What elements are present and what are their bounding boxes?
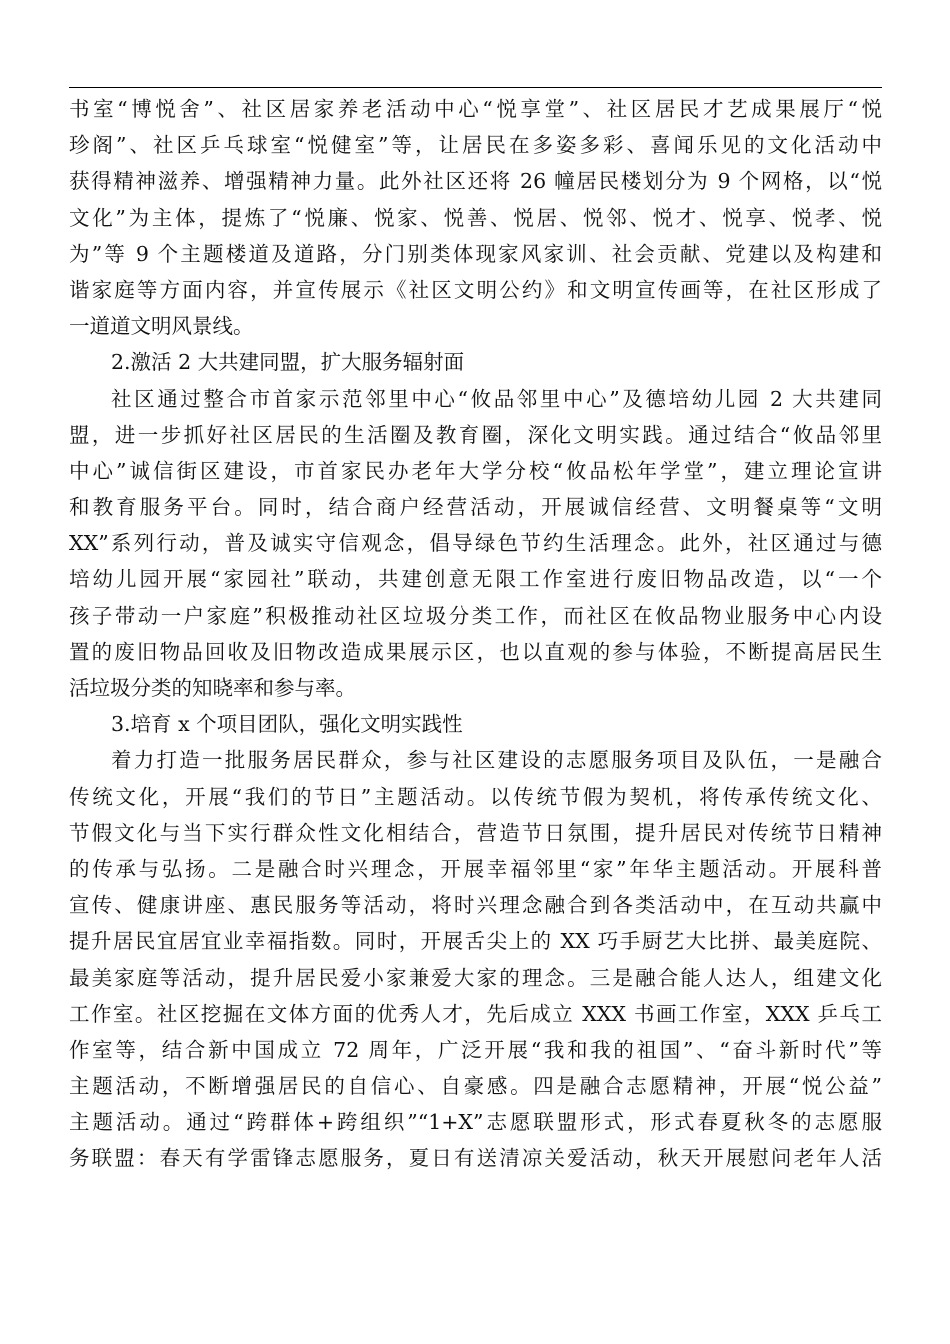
text-line: 中心”诚信街区建设，市首家民办老年大学分校“攸品松年学堂”，建立理论宣讲 bbox=[69, 458, 882, 483]
text-line: 作室等，结合新中国成立 72 周年，广泛开展“我和我的祖国”、“奋斗新时代”等 bbox=[69, 1037, 882, 1062]
text-line: 节假文化与当下实行群众性文化相结合，营造节日氛围，提升居民对传统节日精神 bbox=[69, 820, 882, 845]
text-line: 培幼儿园开展“家园社”联动，共建创意无限工作室进行废旧物品改造，以“一个 bbox=[69, 567, 882, 592]
section3-paragraph bbox=[69, 742, 882, 1176]
text-line: 文化”为主体，提炼了“悦廉、悦家、悦善、悦居、悦邻、悦才、悦享、悦孝、悦 bbox=[69, 205, 882, 230]
text-line: 一道道文明风景线。 bbox=[69, 314, 254, 339]
text-line: 主题活动，不断增强居民的自信心、自豪感。四是融合志愿精神，开展“悦公益” bbox=[69, 1074, 882, 1099]
section-heading-3: 3.培育 x 个项目团队，强化文明实践性 bbox=[111, 712, 463, 737]
text-line: 谐家庭等方面内容，并宣传展示《社区文明公约》和文明宣传画等，在社区形成了 bbox=[69, 277, 882, 302]
section1-paragraph bbox=[69, 91, 882, 344]
text-line: 最美家庭等活动，提升居民爱小家兼爱大家的理念。三是融合能人达人，组建文化 bbox=[69, 965, 882, 990]
text-line: 务联盟：春天有学雷锋志愿服务，夏日有送清凉关爱活动，秋天开展慰问老年人活 bbox=[69, 1146, 882, 1171]
text-line: 提升居民宜居宜业幸福指数。同时，开展舌尖上的 XX 巧手厨艺大比拼、最美庭院、 bbox=[69, 929, 882, 954]
text-line: 为”等 9 个主题楼道及道路，分门别类体现家风家训、社会贡献、党建以及构建和 bbox=[69, 241, 882, 266]
text-line: 传统文化，开展“我们的节日”主题活动。以传统节假为契机，将传承传统文化、 bbox=[69, 784, 882, 809]
text-line: 的传承与弘扬。二是融合时兴理念，开展幸福邻里“家”年华主题活动。开展科普 bbox=[69, 856, 882, 881]
text-line: 宣传、健康讲座、惠民服务等活动，将时兴理念融合到各类活动中，在互动共赢中 bbox=[69, 893, 882, 918]
text-line: 获得精神滋养、增强精神力量。此外社区还将 26 幢居民楼划分为 9 个网格，以“悦 bbox=[69, 169, 882, 194]
text-line: 工作室。社区挖掘在文体方面的优秀人才，先后成立 XXX 书画工作室，XXX 乒乓工 bbox=[69, 1001, 882, 1026]
document-body bbox=[69, 91, 882, 1177]
text-line: XX”系列行动，普及诚实守信观念，倡导绿色节约生活理念。此外，社区通过与德 bbox=[69, 531, 882, 556]
section2-paragraph bbox=[69, 381, 882, 707]
text-line: 盟，进一步抓好社区居民的生活圈及教育圈，深化文明实践。通过结合“攸品邻里 bbox=[69, 422, 882, 447]
text-line: 主题活动。通过“跨群体+跨组织”“1+X”志愿联盟形式，形式春夏秋冬的志愿服 bbox=[69, 1110, 882, 1135]
text-line: 和教育服务平台。同时，结合商户经营活动，开展诚信经营、文明餐桌等“文明 bbox=[69, 495, 882, 520]
text-line: 置的废旧物品回收及旧物改造成果展示区，也以直观的参与体验，不断提高居民生 bbox=[69, 639, 882, 664]
text-line: 孩子带动一户家庭”积极推动社区垃圾分类工作，而社区在攸品物业服务中心内设 bbox=[69, 603, 882, 628]
text-line: 活垃圾分类的知晓率和参与率。 bbox=[69, 676, 356, 700]
text-line: 着力打造一批服务居民群众，参与社区建设的志愿服务项目及队伍，一是融合 bbox=[111, 748, 882, 773]
section-heading-2: 2.激活 2 大共建同盟，扩大服务辐射面 bbox=[111, 350, 465, 375]
text-line: 珍阁”、社区乒乓球室“悦健室”等，让居民在多姿多彩、喜闻乐见的文化活动中 bbox=[69, 133, 882, 158]
header-rule bbox=[69, 87, 882, 88]
text-line: 书室“博悦舍”、社区居家养老活动中心“悦享堂”、社区居民才艺成果展厅“悦 bbox=[69, 97, 882, 121]
text-line: 社区通过整合市首家示范邻里中心“攸品邻里中心”及德培幼儿园 2 大共建同 bbox=[111, 386, 882, 411]
